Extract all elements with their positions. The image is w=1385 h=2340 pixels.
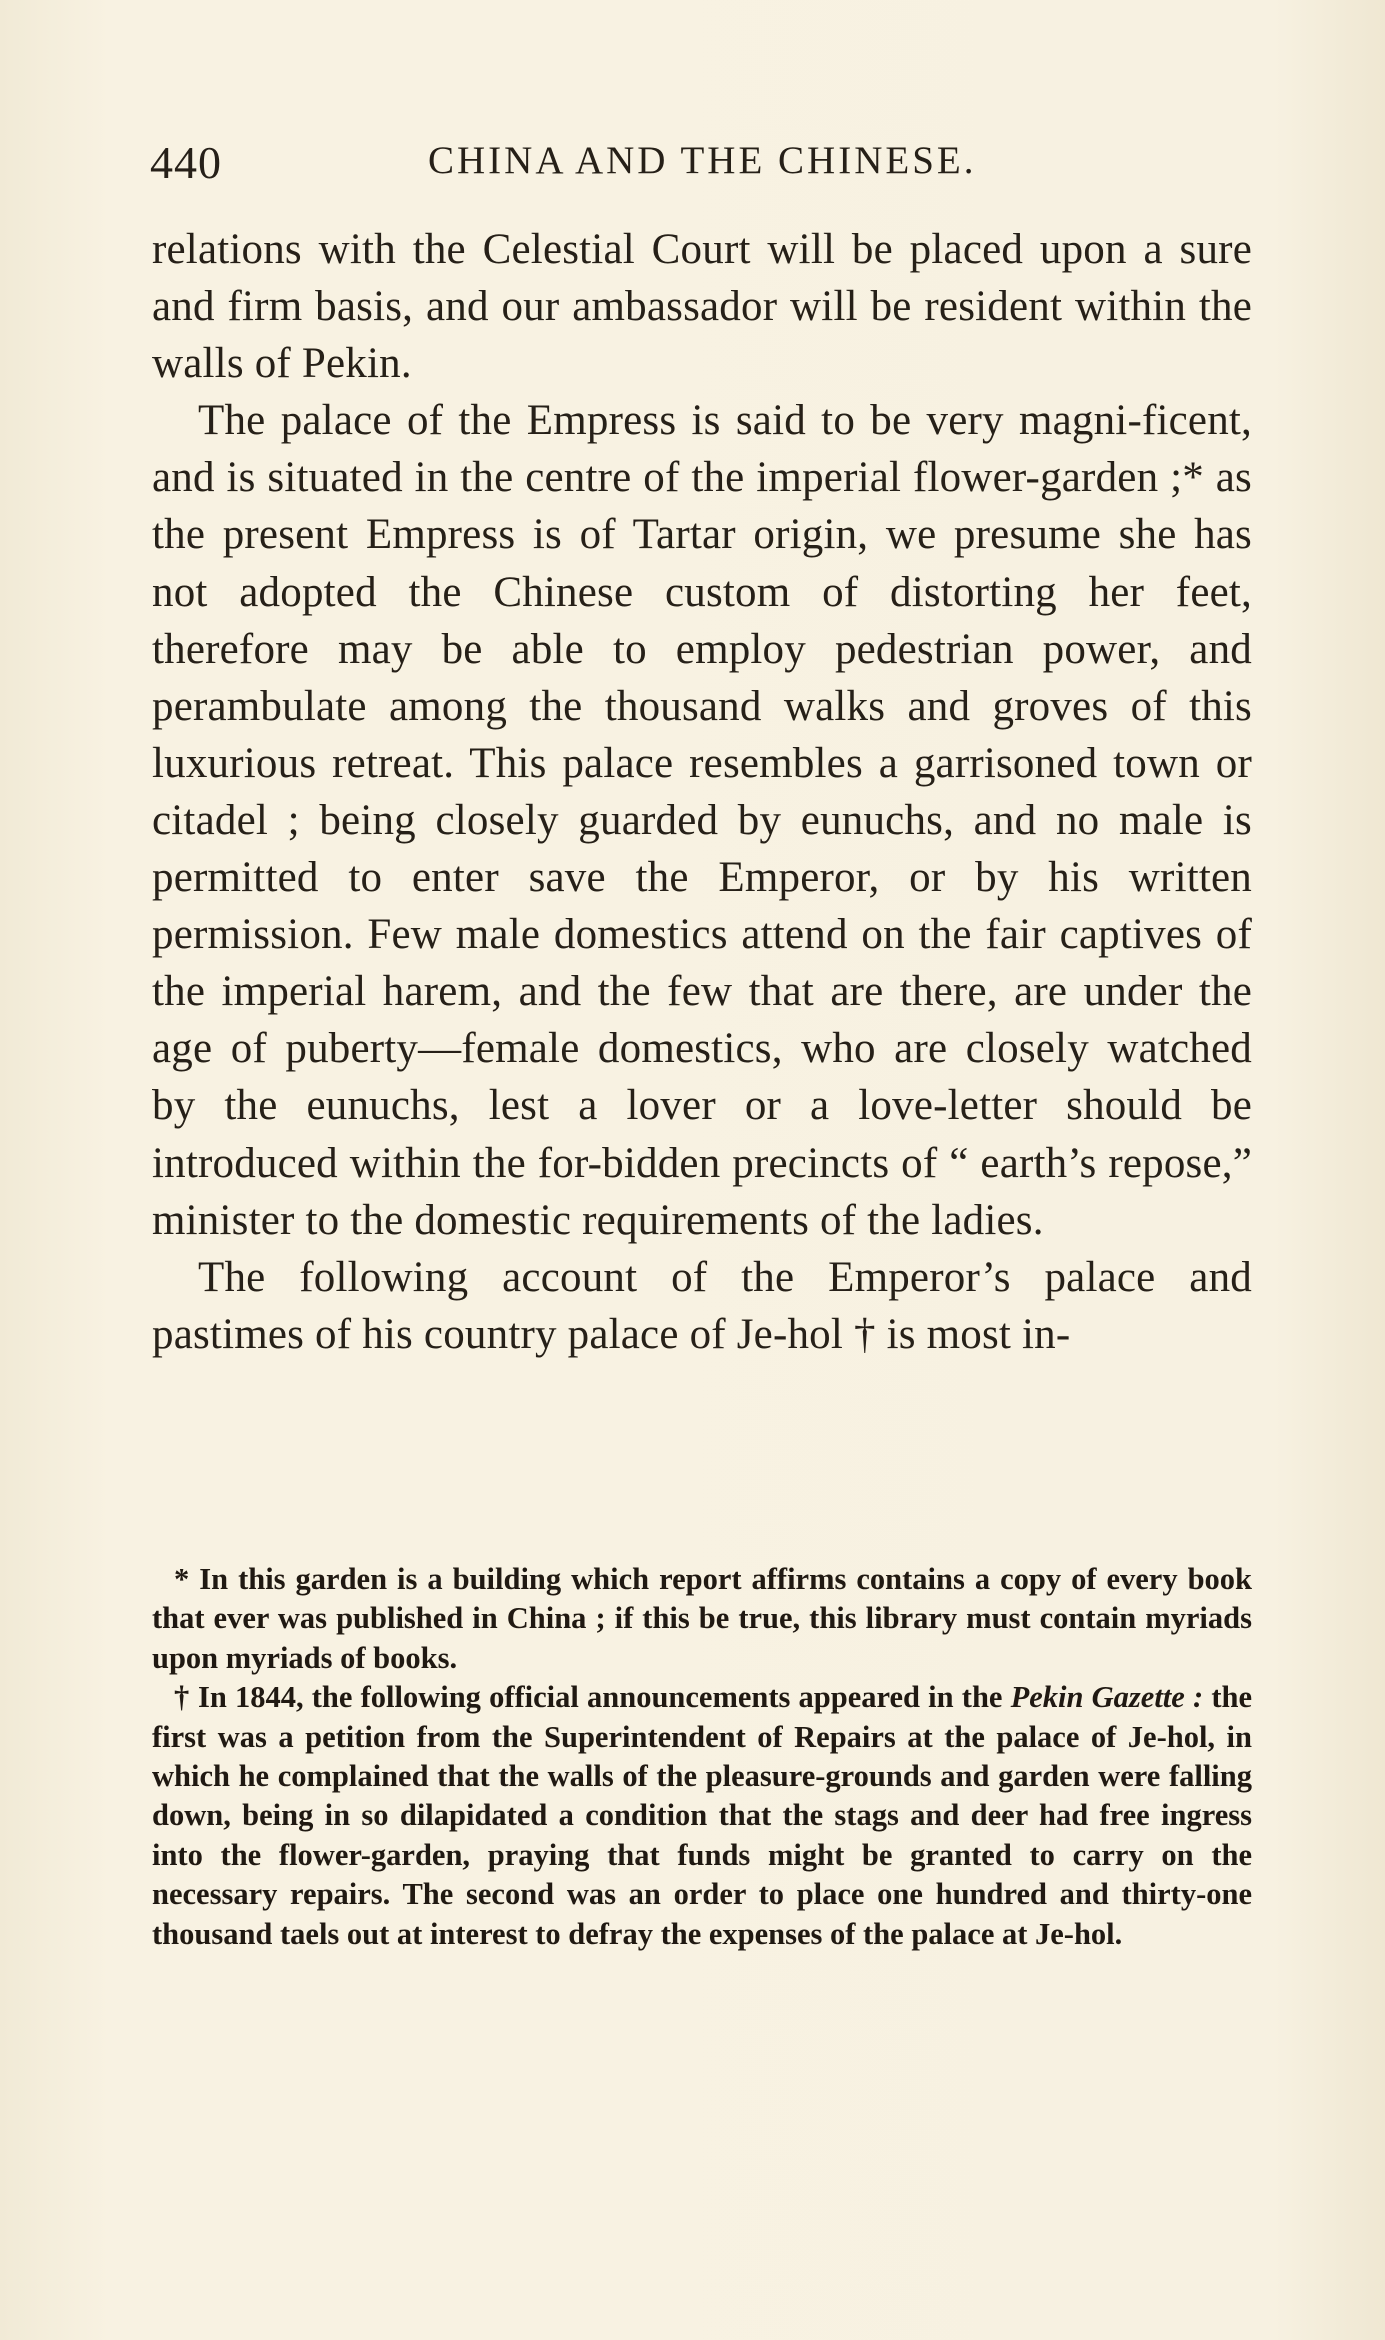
footnote-marker-asterisk: *: [174, 1562, 190, 1596]
running-head: CHINA AND THE CHINESE.: [428, 139, 977, 182]
footnote-marker-dagger: †: [174, 1680, 190, 1715]
footnote-asterisk: [152, 1560, 1252, 1678]
footnote-dagger-publication: Pekin Gazette :: [1010, 1680, 1204, 1715]
page-header: [150, 136, 1250, 196]
paragraph-1: relations with the Celestial Court will be placed upon a sure and firm basis, and our ambassador will be resident within the walls of Pekin.: [152, 226, 1252, 388]
footnote-dagger: [152, 1678, 1252, 1954]
main-text: [152, 221, 1252, 1363]
footnotes: [152, 1560, 1252, 1954]
footnote-asterisk-text: In this garden is a building which report affirms contains a copy of every book that ever was published in China ; if this be true, this library must contain myriads upon myriads of books.: [152, 1562, 1253, 1675]
footnote-dagger-text-after: the first was a petition from the Superintendent of Repairs at the palace of Je-hol, in which he complained that the walls of the pleasure-grounds and garden were falling down, being in so dilapidated a condition that the stags and deer had free ingress into the flower-garden, praying that funds might be granted to carry on the necessary repairs. The second was an order to place one hundred and thirty-one thousand taels out at interest to defray the expenses of the palace at Je-hol.: [152, 1680, 1252, 1951]
paragraph-3: The following account of the Emperor’s palace and pastimes of his country palace of Je-hol † is most in-: [152, 1253, 1252, 1358]
paragraph-2: The palace of the Empress is said to be very magni-ficent, and is situated in the centre of the imperial flower-garden ;* as the present Empress is of Tartar origin, we presume she has not adopted the Chinese custom of distorting her feet, therefore may be able to employ pedestrian power, and perambulate among the thousand walks and groves of this luxurious retreat. This palace resembles a garrisoned town or citadel ; being closely guarded by eunuchs, and no male is permitted to enter save the Emperor, or by his written permission. Few male domestics attend on the fair captives of the imperial harem, and the few that are there, are under the age of puberty—female domestics, who are closely watched by the eunuchs, lest a lover or a love-letter should be introduced within the for-bidden precincts of “ earth’s repose,” minister to the domestic requirements of the ladies.: [152, 397, 1252, 1244]
footnote-dagger-text-before: In 1844, the following official announcements appeared in the: [197, 1680, 1003, 1715]
page-number: 440: [150, 137, 222, 188]
